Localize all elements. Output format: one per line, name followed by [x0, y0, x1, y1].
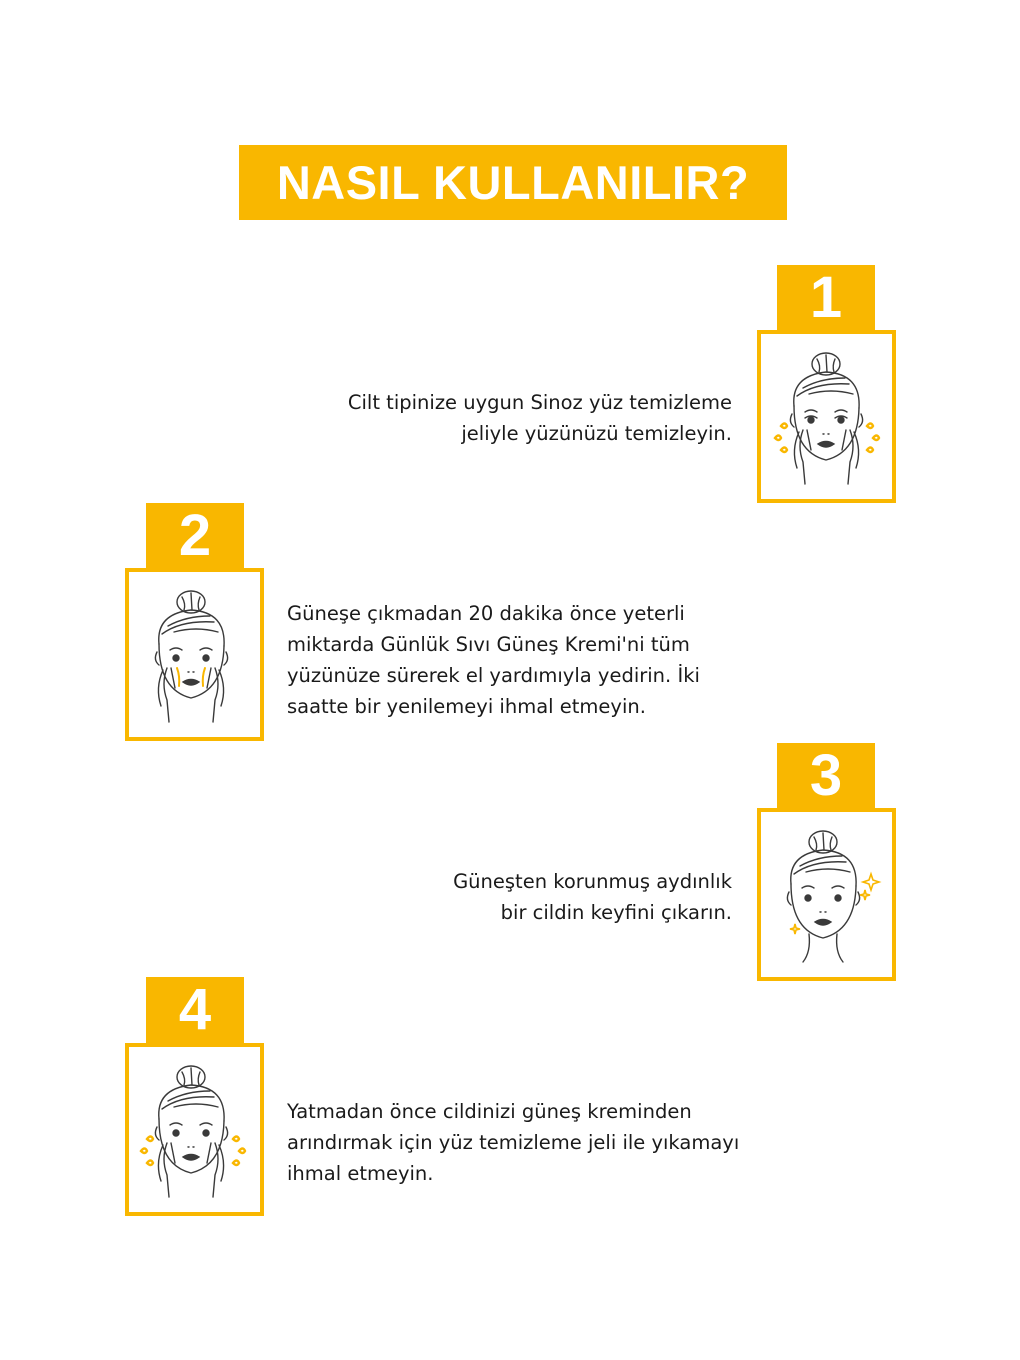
- title-banner: [239, 145, 787, 220]
- step-4-number-badge: [146, 977, 244, 1043]
- step-3-number: 3: [809, 743, 843, 808]
- step-4-illustration-frame: [125, 1043, 264, 1216]
- page-title: NASIL KULLANILIR?: [276, 156, 750, 209]
- step-2-number-badge: [146, 503, 244, 569]
- face-washing-icon: [129, 1047, 260, 1212]
- step-1-description: Cilt tipinize uygun Sinoz yüz temizleme jeliyle yüzünüzü temizleyin.: [347, 391, 732, 445]
- step-3-number-badge: [777, 743, 875, 809]
- glowing-face-icon: [761, 812, 892, 977]
- step-2-description: Güneşe çıkmadan 20 dakika önce yeterli miktarda Günlük Sıvı Güneş Kremi'ni tüm yüzünüze sürerek el yardımıyla yedirin. İki saatte bir yenilemeyi ihmal etmeyin.: [287, 602, 700, 718]
- step-3-illustration-frame: [757, 808, 896, 981]
- step-1-number-badge: [777, 265, 875, 331]
- step-2-number: 2: [178, 503, 212, 568]
- step-2-illustration-frame: [125, 568, 264, 741]
- step-3-description: Güneşten korunmuş aydınlık bir cildin keyfini çıkarın.: [453, 870, 732, 924]
- step-1-illustration-frame: [757, 330, 896, 503]
- step-1-number: 1: [809, 265, 843, 330]
- face-washing-icon: [761, 334, 892, 499]
- step-4-number: 4: [178, 977, 212, 1042]
- step-4-description: Yatmadan önce cildinizi güneş kreminden arındırmak için yüz temizleme jeli ile yıkamayı ihmal etmeyin.: [287, 1100, 740, 1185]
- face-applying-cream-icon: [129, 572, 260, 737]
